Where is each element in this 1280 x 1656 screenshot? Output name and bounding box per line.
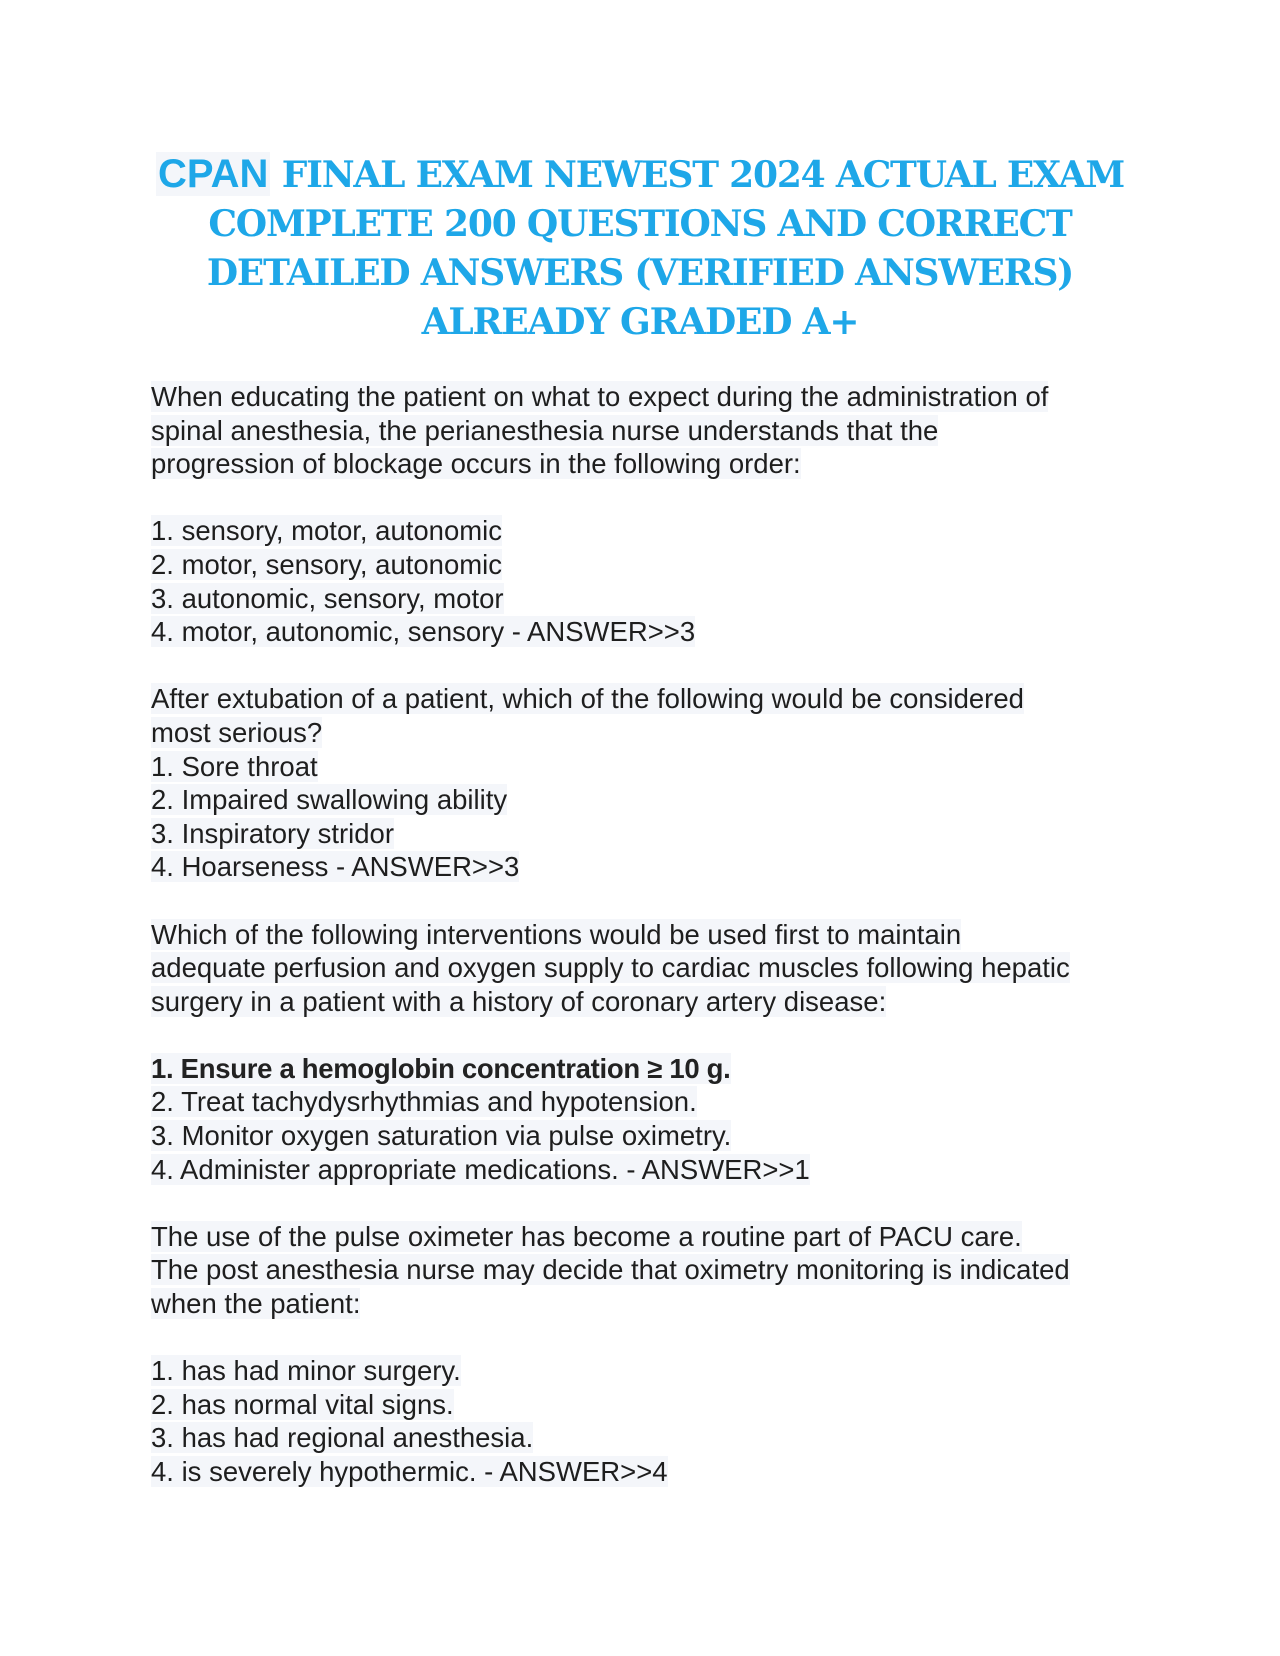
questions-content bbox=[151, 380, 1141, 1522]
question-text-line: surgery in a patient with a history of coronary artery disease: bbox=[151, 985, 887, 1017]
answer-option-with-answer: 4. Administer appropriate medications. - ANSWER>>1 bbox=[151, 1153, 810, 1185]
question-text-line: When educating the patient on what to expect during the administration of bbox=[151, 381, 1049, 412]
question-text-line: Which of the following interventions would be used first to maintain bbox=[151, 918, 962, 950]
answer-option: 3. Inspiratory stridor bbox=[151, 817, 395, 849]
answer-option: 3. autonomic, sensory, motor bbox=[151, 582, 504, 614]
title-line-2: COMPLETE 200 QUESTIONS AND CORRECT bbox=[208, 203, 1072, 245]
answer-option: 1. sensory, motor, autonomic bbox=[151, 515, 503, 547]
title-line-1 bbox=[140, 150, 1140, 200]
question-text-line: The use of the pulse oximeter has become a routine part of PACU care. bbox=[151, 1220, 1022, 1252]
question-block bbox=[151, 1220, 1141, 1489]
answer-option: 1. Sore throat bbox=[151, 750, 318, 782]
question-block bbox=[151, 682, 1141, 884]
answer-option: 3. Monitor oxygen saturation via pulse oximetry. bbox=[151, 1120, 732, 1152]
title-line-3: DETAILED ANSWERS (VERIFIED ANSWERS) bbox=[206, 252, 1074, 294]
answer-option-with-answer: 4. is severely hypothermic. - ANSWER>>4 bbox=[151, 1456, 668, 1487]
question-text-line: when the patient: bbox=[151, 1288, 361, 1320]
title-brand: CPAN bbox=[158, 152, 269, 196]
answer-option: 3. has had regional anesthesia. bbox=[151, 1422, 534, 1454]
title-line-1-rest: FINAL EXAM NEWEST 2024 ACTUAL EXAM bbox=[281, 154, 1124, 196]
answer-option-with-answer: 4. Hoarseness - ANSWER>>3 bbox=[151, 851, 520, 883]
question-text-line: progression of blockage occurs in the following order: bbox=[151, 448, 801, 480]
question-block bbox=[151, 380, 1141, 649]
question-text-line: spinal anesthesia, the perianesthesia nurse understands that the bbox=[151, 414, 939, 446]
answer-option: 2. has normal vital signs. bbox=[151, 1388, 454, 1420]
question-text-line: The post anesthesia nurse may decide that oximetry monitoring is indicated bbox=[151, 1254, 1070, 1286]
answer-option-with-answer: 4. motor, autonomic, sensory - ANSWER>>3 bbox=[151, 616, 696, 648]
answer-option: 1. has had minor surgery. bbox=[151, 1355, 461, 1387]
question-text-line: adequate perfusion and oxygen supply to cardiac muscles following hepatic bbox=[151, 952, 1070, 984]
document-title bbox=[140, 150, 1140, 347]
question-block bbox=[151, 918, 1141, 1187]
answer-option: 2. Treat tachydysrhythmias and hypotension. bbox=[151, 1086, 697, 1118]
question-text-line: most serious? bbox=[151, 716, 323, 748]
question-text-line: After extubation of a patient, which of the following would be considered bbox=[151, 683, 1024, 715]
answer-option: 2. Impaired swallowing ability bbox=[151, 784, 508, 816]
answer-option: 2. motor, sensory, autonomic bbox=[151, 548, 503, 580]
title-line-4: ALREADY GRADED A+ bbox=[421, 301, 859, 343]
answer-option: 1. Ensure a hemoglobin concentration ≥ 10 g. bbox=[151, 1052, 731, 1084]
